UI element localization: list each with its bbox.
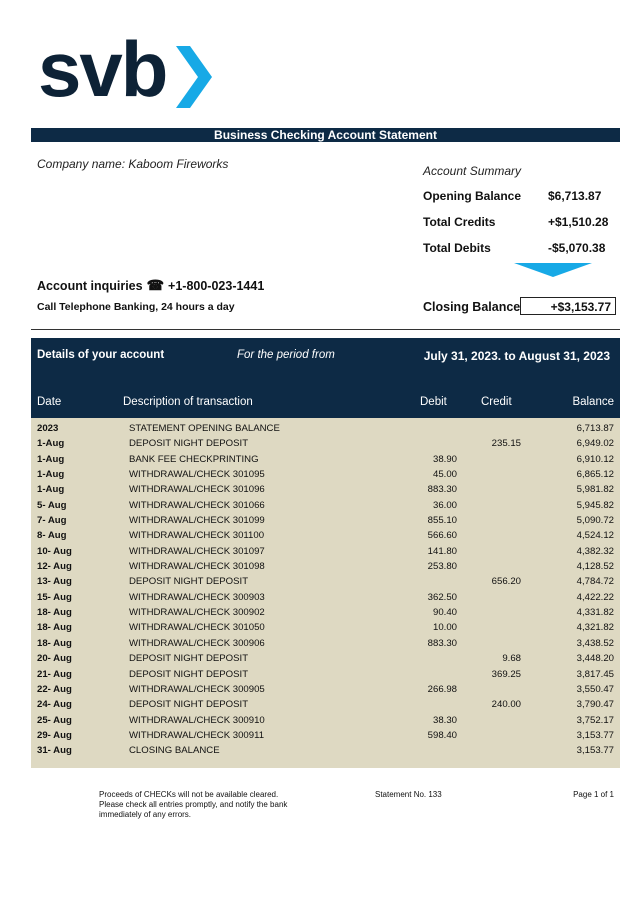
row-credit <box>457 728 521 743</box>
row-balance: 5,090.72 <box>576 515 614 527</box>
row-date: 24- Aug <box>37 699 72 711</box>
footer-note: Proceeds of CHECKs will not be available cleared. Please check all entries promptly, and notify the bank immediately of any errors. <box>99 790 288 819</box>
inquiries-phone: +1-800-023-1441 <box>168 278 265 293</box>
row-credit: 240.00 <box>491 699 521 711</box>
row-debit: 253.80 <box>427 561 457 573</box>
row-balance: 4,524.12 <box>576 530 614 542</box>
row-description: WITHDRAWAL/CHECK 301050 <box>129 622 265 634</box>
row-credit <box>457 513 521 528</box>
row-debit: 141.80 <box>427 545 457 557</box>
row-date: 7- Aug <box>37 515 67 527</box>
col-header-debit: Debit <box>420 396 447 408</box>
total-credits-label: Total Credits <box>423 215 496 229</box>
row-balance: 6,865.12 <box>576 469 614 481</box>
row-credit: 235.15 <box>491 438 521 450</box>
row-debit: 855.10 <box>427 515 457 527</box>
table-row <box>31 498 620 513</box>
row-date: 20- Aug <box>37 653 72 665</box>
row-balance: 6,713.87 <box>576 423 614 434</box>
row-credit <box>457 620 521 635</box>
row-credit <box>457 482 521 497</box>
table-row <box>31 682 620 697</box>
row-date: 21- Aug <box>37 668 72 680</box>
row-date: 1-Aug <box>37 469 65 481</box>
table-row <box>31 544 620 559</box>
row-date: 2023 <box>37 423 59 434</box>
page-number: Page 1 of 1 <box>573 790 614 799</box>
closing-balance-label: Closing Balance <box>423 300 521 314</box>
total-debits-value: -$5,070.38 <box>548 241 606 255</box>
row-balance: 3,448.20 <box>576 653 614 665</box>
table-row <box>31 667 620 682</box>
row-balance: 3,550.47 <box>576 683 614 695</box>
row-credit <box>457 559 521 574</box>
row-credit <box>457 467 521 482</box>
row-date: 13- Aug <box>37 576 72 588</box>
row-description: WITHDRAWAL/CHECK 301099 <box>129 515 265 527</box>
row-balance: 6,910.12 <box>576 453 614 465</box>
row-debit <box>397 574 457 589</box>
svb-logo <box>38 25 213 116</box>
row-balance: 4,784.72 <box>576 576 614 588</box>
col-header-credit: Credit <box>481 396 512 408</box>
row-description: BANK FEE CHECKPRINTING <box>129 453 259 465</box>
row-description: WITHDRAWAL/CHECK 300911 <box>129 729 265 741</box>
row-debit: 266.98 <box>427 683 457 695</box>
row-date: 1-Aug <box>37 484 65 496</box>
row-debit: 10.00 <box>432 622 457 634</box>
row-description: WITHDRAWAL/CHECK 301095 <box>129 469 265 481</box>
row-balance: 3,153.77 <box>576 745 614 757</box>
statement-number: Statement No. 133 <box>375 790 442 799</box>
row-credit <box>457 636 521 651</box>
table-row <box>31 528 620 543</box>
opening-balance-label: Opening Balance <box>423 189 522 203</box>
account-summary-heading: Account Summary <box>423 164 522 178</box>
row-date: 1-Aug <box>37 438 65 450</box>
row-balance: 4,422.22 <box>576 591 614 603</box>
row-date: 18- Aug <box>37 622 72 634</box>
row-credit <box>457 528 521 543</box>
row-description: DEPOSIT NIGHT DEPOSIT <box>129 576 249 588</box>
row-credit: 9.68 <box>502 653 521 665</box>
table-row <box>31 482 620 497</box>
total-credits-value: +$1,510.28 <box>548 215 609 229</box>
row-description: WITHDRAWAL/CHECK 300905 <box>129 683 265 695</box>
row-description: CLOSING BALANCE <box>129 745 220 757</box>
row-balance: 4,331.82 <box>576 607 614 619</box>
row-debit: 36.00 <box>432 499 457 511</box>
row-description: WITHDRAWAL/CHECK 301100 <box>129 530 265 542</box>
row-debit: 38.90 <box>432 453 457 465</box>
telephone-banking-note: Call Telephone Banking, 24 hours a day <box>37 301 235 313</box>
table-row <box>31 513 620 528</box>
statement-title: Business Checking Account Statement <box>31 128 620 142</box>
row-date: 18- Aug <box>37 607 72 619</box>
table-row <box>31 452 620 467</box>
row-date: 1-Aug <box>37 453 65 465</box>
row-credit <box>457 452 521 467</box>
row-description: WITHDRAWAL/CHECK 301066 <box>129 499 265 511</box>
details-header <box>31 338 620 418</box>
table-row <box>31 559 620 574</box>
details-title: Details of your account <box>37 349 165 361</box>
logo-text: svb <box>38 25 167 113</box>
company-name: Company name: Kaboom Fireworks <box>37 157 229 171</box>
total-debits-label: Total Debits <box>423 241 491 255</box>
row-description: WITHDRAWAL/CHECK 300910 <box>129 714 265 726</box>
row-date: 10- Aug <box>37 545 72 557</box>
row-date: 31- Aug <box>37 745 72 757</box>
row-credit: 369.25 <box>491 668 521 680</box>
table-row <box>31 574 620 589</box>
table-row <box>31 728 620 743</box>
chevron-right-icon <box>176 46 212 108</box>
table-row <box>31 743 620 758</box>
row-description: DEPOSIT NIGHT DEPOSIT <box>129 668 249 680</box>
row-debit: 90.40 <box>432 607 457 619</box>
table-row <box>31 651 620 666</box>
row-description: DEPOSIT NIGHT DEPOSIT <box>129 653 249 665</box>
row-debit: 38.30 <box>432 714 457 726</box>
row-balance: 3,817.45 <box>576 668 614 680</box>
row-date: 22- Aug <box>37 683 72 695</box>
row-description: WITHDRAWAL/CHECK 300906 <box>129 637 265 649</box>
down-arrow-icon <box>514 263 592 277</box>
row-date: 15- Aug <box>37 591 72 603</box>
row-balance: 3,438.52 <box>576 637 614 649</box>
row-balance: 5,945.82 <box>576 499 614 511</box>
row-debit: 883.30 <box>427 637 457 649</box>
row-debit <box>397 667 457 682</box>
row-credit <box>457 590 521 605</box>
col-header-date: Date <box>37 396 62 408</box>
row-balance: 3,153.77 <box>576 729 614 741</box>
row-debit: 362.50 <box>427 591 457 603</box>
row-description: WITHDRAWAL/CHECK 301098 <box>129 561 265 573</box>
row-credit <box>457 421 521 436</box>
row-balance: 4,128.52 <box>576 561 614 573</box>
transactions-table <box>31 421 620 759</box>
row-debit <box>397 697 457 712</box>
row-date: 29- Aug <box>37 729 72 741</box>
table-row <box>31 590 620 605</box>
row-debit <box>397 651 457 666</box>
row-date: 5- Aug <box>37 499 67 511</box>
row-credit <box>457 605 521 620</box>
row-description: STATEMENT OPENING BALANCE <box>129 423 280 434</box>
row-credit <box>457 498 521 513</box>
row-debit: 45.00 <box>432 469 457 481</box>
table-row <box>31 713 620 728</box>
row-balance: 3,790.47 <box>576 699 614 711</box>
row-debit <box>397 421 457 436</box>
table-row <box>31 436 620 451</box>
row-balance: 3,752.17 <box>576 714 614 726</box>
table-row <box>31 697 620 712</box>
row-description: WITHDRAWAL/CHECK 300902 <box>129 607 265 619</box>
row-balance: 4,382.32 <box>576 545 614 557</box>
period-range: July 31, 2023. to August 31, 2023 <box>423 349 610 363</box>
row-credit <box>457 713 521 728</box>
row-balance: 5,981.82 <box>576 484 614 496</box>
row-date: 18- Aug <box>37 637 72 649</box>
table-row <box>31 620 620 635</box>
telephone-icon: ☎ <box>146 277 165 293</box>
row-description: DEPOSIT NIGHT DEPOSIT <box>129 438 249 450</box>
col-header-description: Description of transaction <box>123 396 253 408</box>
row-debit: 598.40 <box>427 729 457 741</box>
row-description: WITHDRAWAL/CHECK 301096 <box>129 484 265 496</box>
row-balance: 6,949.02 <box>576 438 614 450</box>
row-debit: 883.30 <box>427 484 457 496</box>
row-balance: 4,321.82 <box>576 622 614 634</box>
row-debit <box>397 743 457 758</box>
account-inquiries <box>37 277 264 294</box>
table-row <box>31 467 620 482</box>
row-date: 12- Aug <box>37 561 72 573</box>
row-date: 25- Aug <box>37 714 72 726</box>
table-row <box>31 605 620 620</box>
col-header-balance: Balance <box>572 396 614 408</box>
row-credit <box>457 544 521 559</box>
row-debit <box>397 436 457 451</box>
row-description: WITHDRAWAL/CHECK 301097 <box>129 545 265 557</box>
table-row <box>31 421 620 436</box>
row-credit <box>457 743 521 758</box>
inquiries-label: Account inquiries <box>37 278 143 293</box>
opening-balance-value: $6,713.87 <box>548 189 602 203</box>
row-credit <box>457 682 521 697</box>
closing-balance-value: +$3,153.77 <box>520 297 616 315</box>
period-label: For the period from <box>237 349 335 361</box>
table-row <box>31 636 620 651</box>
row-debit: 566.60 <box>427 530 457 542</box>
row-credit: 656.20 <box>491 576 521 588</box>
row-description: WITHDRAWAL/CHECK 300903 <box>129 591 265 603</box>
divider <box>31 329 620 330</box>
row-description: DEPOSIT NIGHT DEPOSIT <box>129 699 249 711</box>
row-date: 8- Aug <box>37 530 67 542</box>
